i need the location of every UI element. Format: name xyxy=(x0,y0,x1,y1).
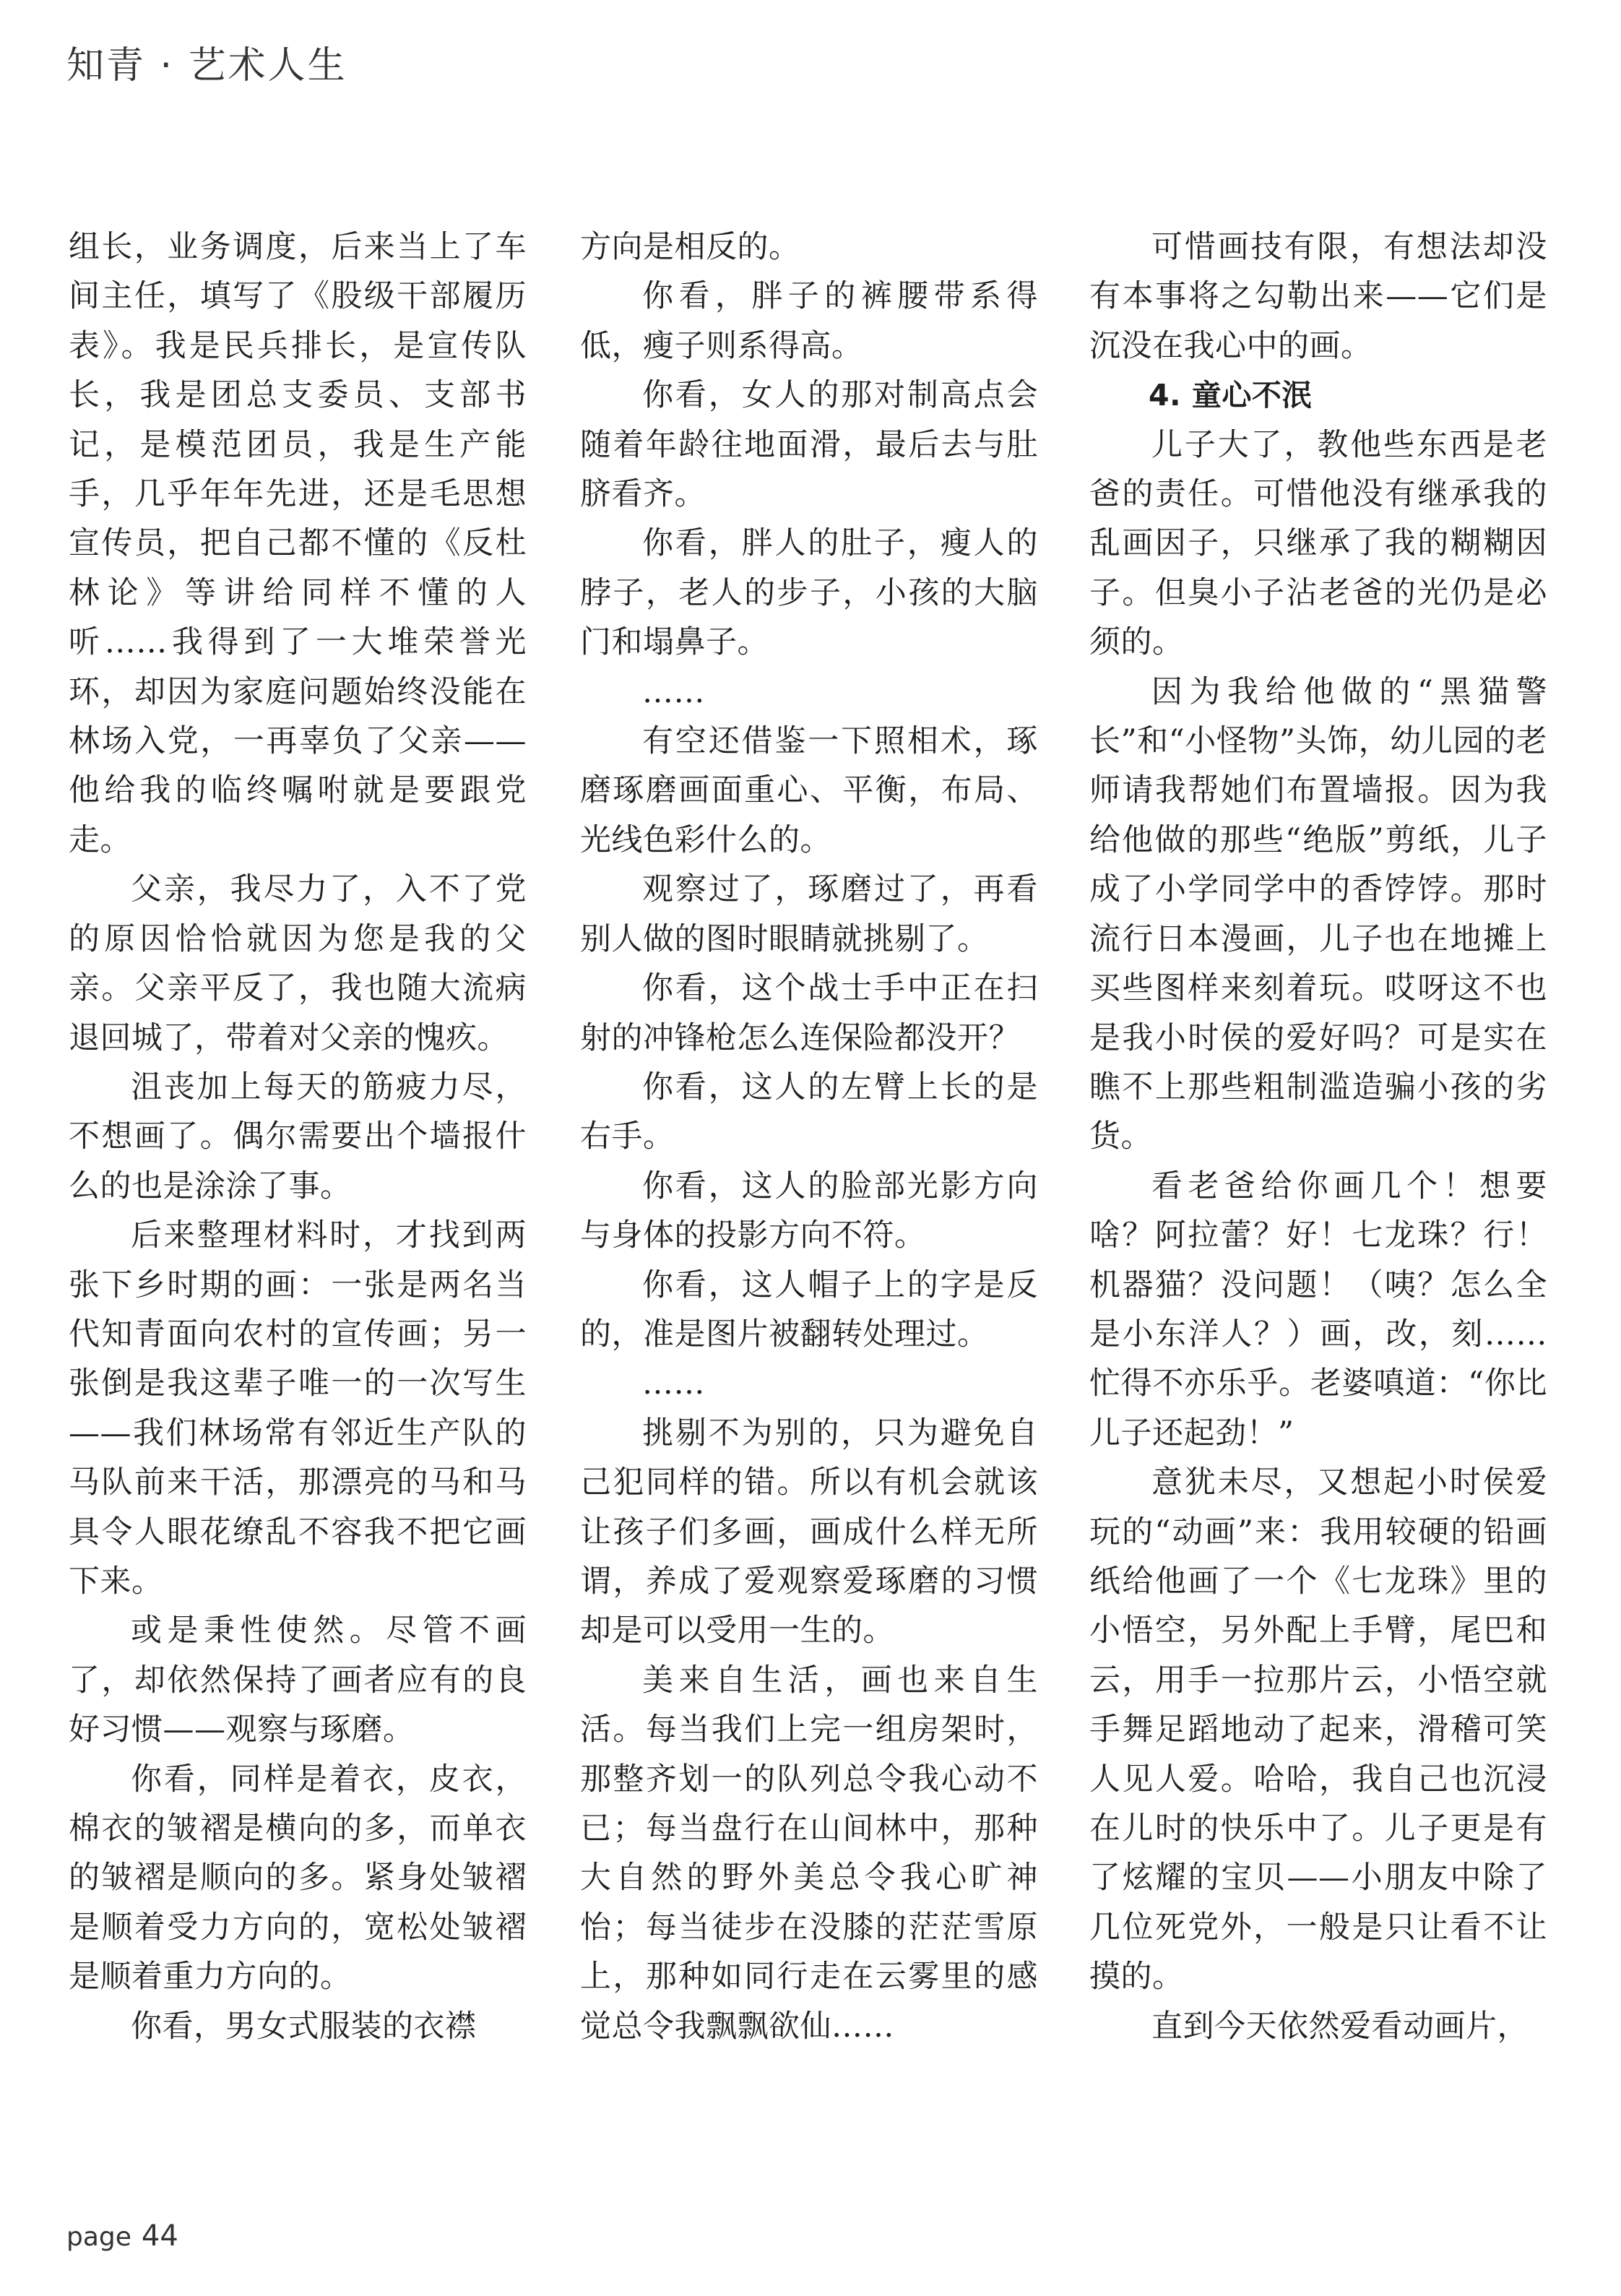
paragraph: 你看，胖人的肚子，瘦人的脖子，老人的步子，小孩的大脑门和塌鼻子。 xyxy=(580,525,1038,661)
paragraph: 你看，这人的左臂上长的是右手。 xyxy=(580,1069,1038,1155)
paragraph: 或是秉性使然。尽管不画了，却依然保持了画者应有的良好习惯——观察与琢磨。 xyxy=(69,1613,527,1748)
article-body xyxy=(69,223,1557,2188)
paragraph: 有空还借鉴一下照相术，琢磨琢磨画面重心、平衡，布局、光线色彩什么的。 xyxy=(580,723,1038,858)
paragraph: 你看，这个战士手中正在扫射的冲锋枪怎么连保险都没开？ xyxy=(580,970,1038,1056)
paragraph: 组长，业务调度，后来当上了车间主任，填写了《股级干部履历表》。我是民兵排长，是宣传队长，我是团总支委员、支部书记，是模范团员，我是生产能手，几乎年年先进，还是毛思想宣传员，把自己都不懂的《反杜林论》等讲给同样不懂的人听……我得到了一大堆荣誉光环，却因为家庭问题始终没能在林场入党，一再辜负了父亲——他给我的临终嘱咐就是要跟党走。 xyxy=(69,229,527,858)
paragraph: 可惜画技有限，有想法却没有本事将之勾勒出来——它们是沉没在我心中的画。 xyxy=(1089,229,1547,364)
ellipsis-separator: …… xyxy=(642,673,705,710)
paragraph: 儿子大了，教他些东西是老爸的责任。可惜他没有继承我的乱画因子，只继承了我的糊糊因子。但臭小子沾老爸的光仍是必须的。 xyxy=(1089,426,1547,661)
page-number: 44 xyxy=(141,2219,178,2253)
paragraph: 挑剔不为别的，只为避免自己犯同样的错。所以有机会就该让孩子们多画，画成什么样无所谓，养成了爱观察爱琢磨的习惯却是可以受用一生的。 xyxy=(580,1415,1038,1649)
paragraph: 父亲，我尽力了，入不了党的原因恰恰就因为您是我的父亲。父亲平反了，我也随大流病退回城了，带着对父亲的愧疚。 xyxy=(69,871,527,1056)
paragraph: 你看，胖子的裤腰带系得低，瘦子则系得高。 xyxy=(580,278,1038,364)
paragraph: 直到今天依然爱看动画片， xyxy=(1151,2008,1529,2045)
paragraph: 沮丧加上每天的筋疲力尽，不想画了。偶尔需要出个墙报什么的也是涂涂了事。 xyxy=(69,1069,527,1204)
paragraph: 美来自生活，画也来自生活。每当我们上完一组房架时，那整齐划一的队列总令我心动不已；每当盘行在山间林中，那种大自然的野外美总令我心旷神怡；每当徒步在没膝的茫茫雪原上，那种如同行走在云雾里的感觉总令我飘飘欲仙…… xyxy=(580,1662,1038,2045)
paragraph: 你看，女人的那对制高点会随着年龄往地面滑，最后去与肚脐看齐。 xyxy=(580,377,1038,513)
page-footer xyxy=(66,2219,178,2253)
ellipsis-separator: …… xyxy=(642,1365,705,1402)
section-heading: 4. 童心不泯 xyxy=(1149,378,1312,413)
paragraph: 你看，男女式服装的衣襟 xyxy=(131,2008,477,2045)
paragraph: 你看，这人的脸部光影方向与身体的投影方向不符。 xyxy=(580,1168,1038,1254)
paragraph: 看老爸给你画几个！想要啥？阿拉蕾？好！七龙珠？行！机器猫？没问题！（咦？怎么全是小东洋人？）画，改，刻……忙得不亦乐乎。老婆嗔道：“你比儿子还起劲！” xyxy=(1089,1168,1547,1451)
paragraph: 观察过了，琢磨过了，再看别人做的图时眼睛就挑剔了。 xyxy=(580,871,1038,957)
running-header: 知青 · 艺术人生 xyxy=(66,44,347,87)
paragraph: 意犹未尽，又想起小时侯爱玩的“动画”来：我用较硬的铅画纸给他画了一个《七龙珠》里的小悟空，另外配上手臂，尾巴和云，用手一拉那片云，小悟空就手舞足蹈地动了起来，滑稽可笑人见人爱。哈哈，我自己也沉浸在儿时的快乐中了。儿子更是有了炫耀的宝贝——小朋友中除了几位死党外，一般是只让看不让摸的。 xyxy=(1089,1464,1547,1995)
paragraph: 方向是相反的。 xyxy=(580,229,800,265)
text-column-1 xyxy=(69,223,527,2188)
paragraph: 后来整理材料时，才找到两张下乡时期的画：一张是两名当代知青面向农村的宣传画；另一张倒是我这辈子唯一的一次写生——我们林场常有邻近生产队的马队前来干活，那漂亮的马和马具令人眼花缭乱不容我不把它画下来。 xyxy=(69,1217,527,1600)
page-label: page xyxy=(66,2222,131,2252)
paragraph: 因为我给他做的“黑猫警长”和“小怪物”头饰，幼儿园的老师请我帮她们布置墙报。因为我给他做的那些“绝版”剪纸，儿子成了小学同学中的香饽饽。那时流行日本漫画，儿子也在地摊上买些图样来刻着玩。哎呀这不也是我小时侯的爱好吗？可是实在瞧不上那些粗制滥造骗小孩的劣货。 xyxy=(1089,673,1547,1155)
paragraph: 你看，这人帽子上的字是反的，准是图片被翻转处理过。 xyxy=(580,1266,1038,1352)
text-column-3 xyxy=(1089,223,1547,2188)
text-column-2 xyxy=(580,223,1038,2188)
paragraph: 你看，同样是着衣，皮衣，棉衣的皱褶是横向的多，而单衣的皱褶是顺向的多。紧身处皱褶是顺着受力方向的，宽松处皱褶是顺着重力方向的。 xyxy=(69,1761,527,1995)
